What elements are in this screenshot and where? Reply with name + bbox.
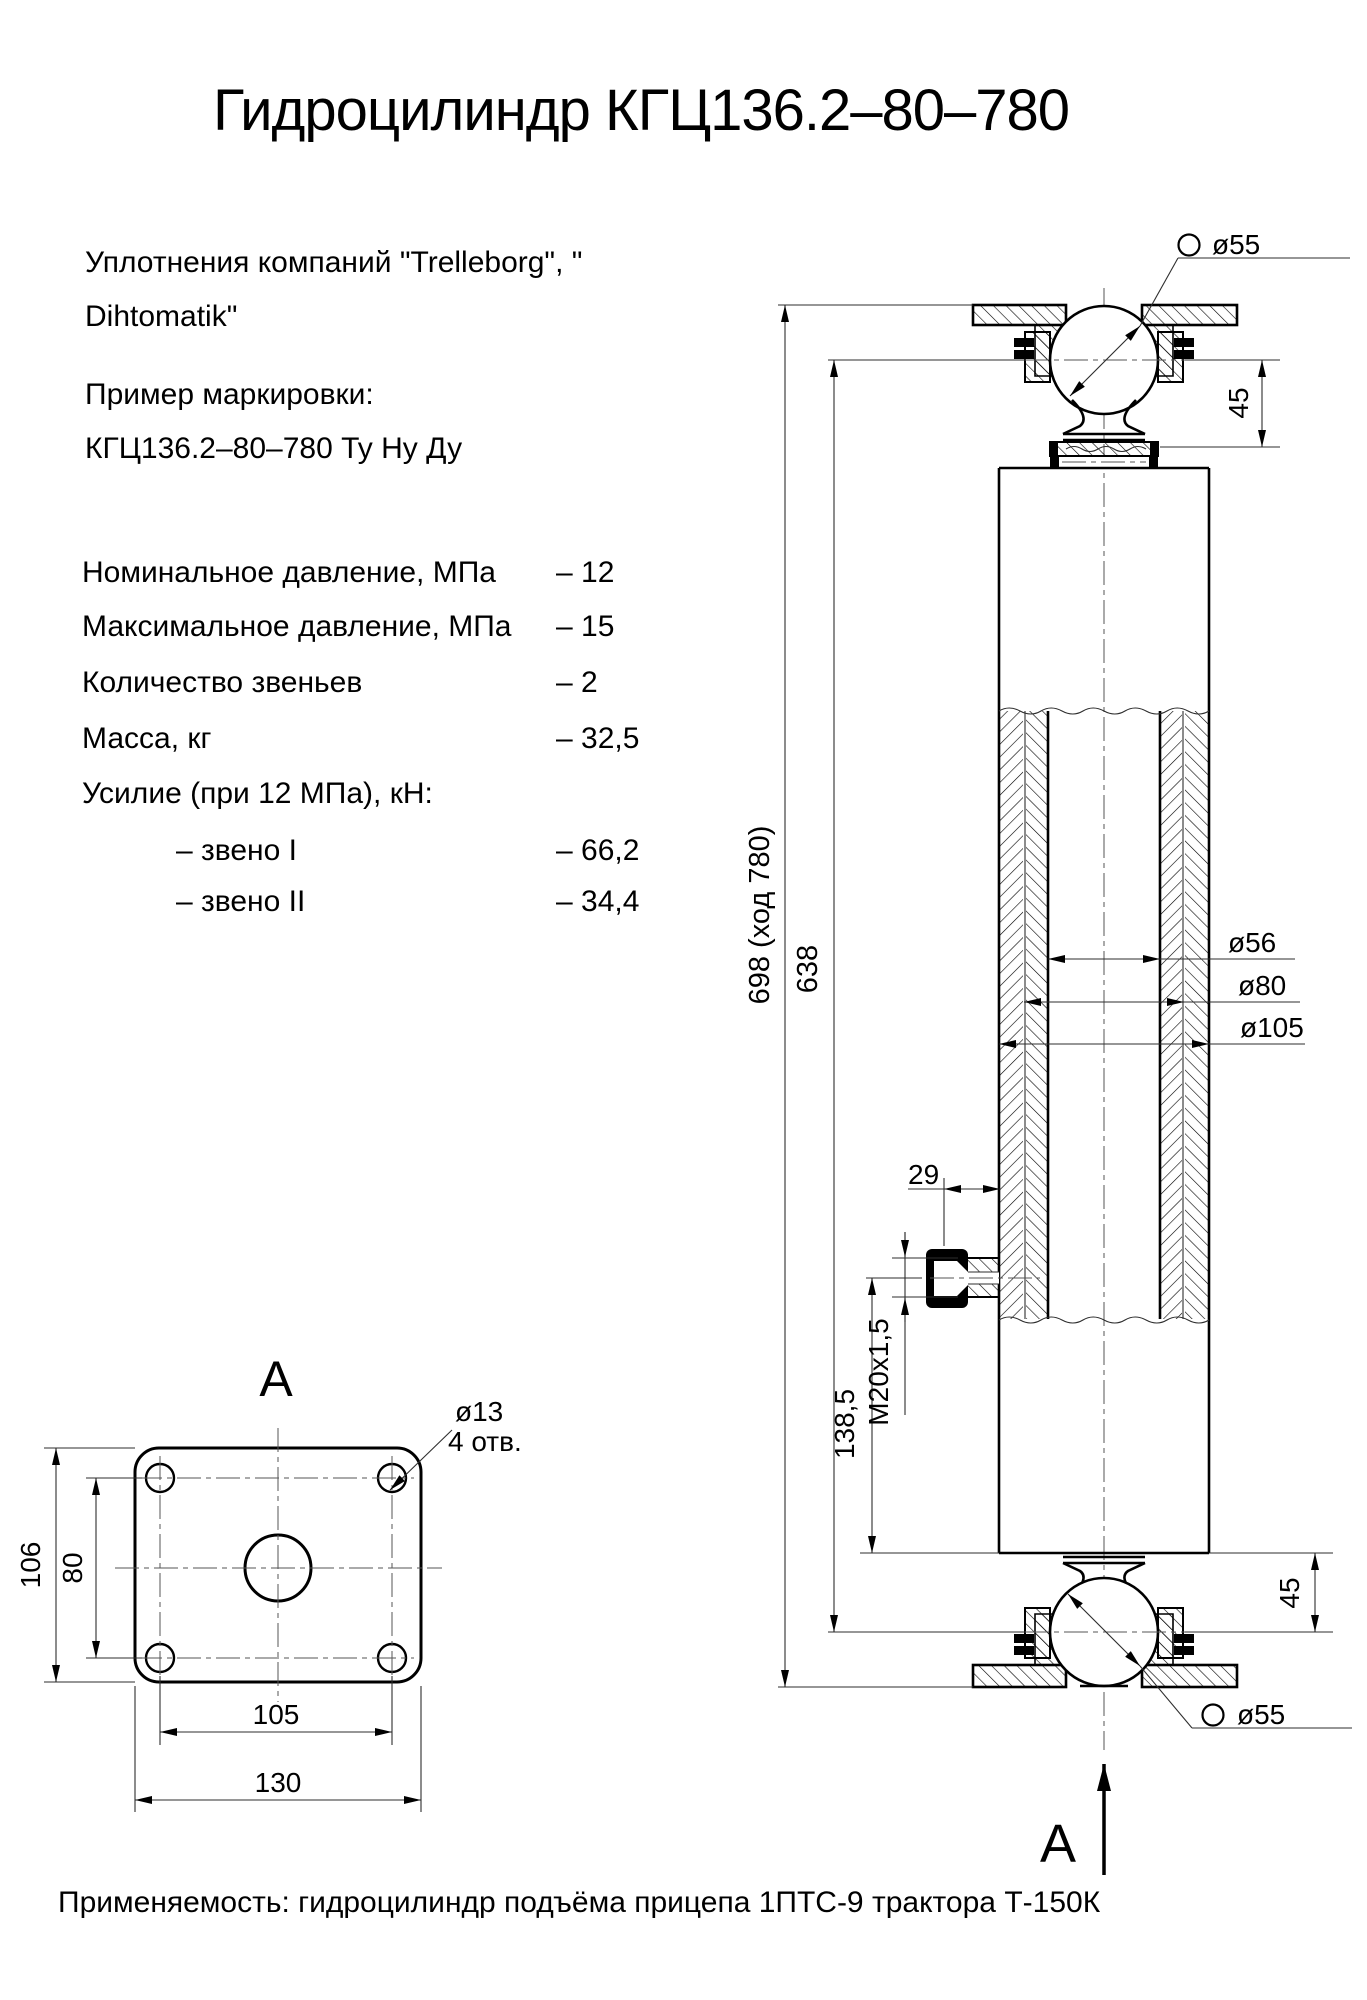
application-note: Применяемость: гидроцилиндр подъёма прицепа 1ПТС-9 трактора Т-150К bbox=[58, 1886, 1101, 1919]
dim-dia80: ø80 bbox=[1238, 970, 1287, 1001]
dim-130: 130 bbox=[254, 1767, 302, 1798]
dim-138-5: 138,5 bbox=[829, 1388, 860, 1460]
dim-dia56: ø56 bbox=[1228, 927, 1277, 958]
dim-698-stroke: 698 (ход 780) bbox=[744, 825, 776, 1005]
bottom-ball-joint bbox=[973, 1557, 1237, 1687]
dim-dia55-top: ø55 bbox=[1212, 229, 1261, 260]
dim-dia105: ø105 bbox=[1240, 1012, 1304, 1043]
dim-dia13: ø13 bbox=[455, 1396, 504, 1427]
dim-80-plate: 80 bbox=[57, 1552, 88, 1584]
view-a-title: А bbox=[259, 1351, 293, 1407]
dim-638: 638 bbox=[792, 944, 824, 994]
datum-circle-glyph bbox=[1179, 235, 1200, 256]
spec-label-indent: – звено II bbox=[176, 885, 306, 918]
top-ball-joint bbox=[973, 305, 1237, 468]
dim-4-holes: 4 отв. bbox=[448, 1426, 522, 1457]
dim-105-plate: 105 bbox=[252, 1699, 300, 1730]
dim-45-top: 45 bbox=[1223, 387, 1254, 419]
spec-label: Количество звеньев bbox=[82, 666, 363, 699]
marking-caption: Пример маркировки: bbox=[85, 378, 374, 411]
page-title: Гидроцилиндр КГЦ136.2–80–780 bbox=[213, 78, 1070, 143]
marking-example: КГЦ136.2–80–780 Ту Ну Ду bbox=[85, 432, 463, 465]
spec-table bbox=[82, 556, 639, 918]
spec-label: Максимальное давление, МПа bbox=[82, 610, 512, 643]
seals-note-line1: Уплотнения компаний "Trelleborg", " bbox=[85, 246, 583, 279]
view-arrow-label: А bbox=[1039, 1814, 1077, 1874]
spec-value: – 34,4 bbox=[556, 885, 640, 918]
dim-thread-m20: М20х1,5 bbox=[863, 1318, 894, 1426]
spec-label: Номинальное давление, МПа bbox=[82, 556, 496, 589]
seals-note-line2: Dihtomatik" bbox=[85, 300, 238, 333]
datum-circle-glyph bbox=[1203, 1705, 1224, 1726]
dim-dia55-bottom: ø55 bbox=[1237, 1699, 1286, 1730]
dim-106: 106 bbox=[15, 1541, 46, 1589]
dim-29: 29 bbox=[908, 1159, 940, 1190]
dim-45-bottom: 45 bbox=[1274, 1577, 1305, 1609]
spec-label: Усилие (при 12 МПа), кН: bbox=[82, 777, 433, 810]
spec-value: – 32,5 bbox=[556, 722, 640, 755]
spec-value: – 15 bbox=[556, 610, 615, 643]
spec-value: – 12 bbox=[556, 556, 615, 589]
spec-value: – 66,2 bbox=[556, 834, 640, 867]
spec-value: – 2 bbox=[556, 666, 598, 699]
spec-label: Масса, кг bbox=[82, 722, 212, 755]
view-a-flange bbox=[115, 1428, 442, 1702]
spec-label-indent: – звено I bbox=[176, 834, 297, 867]
